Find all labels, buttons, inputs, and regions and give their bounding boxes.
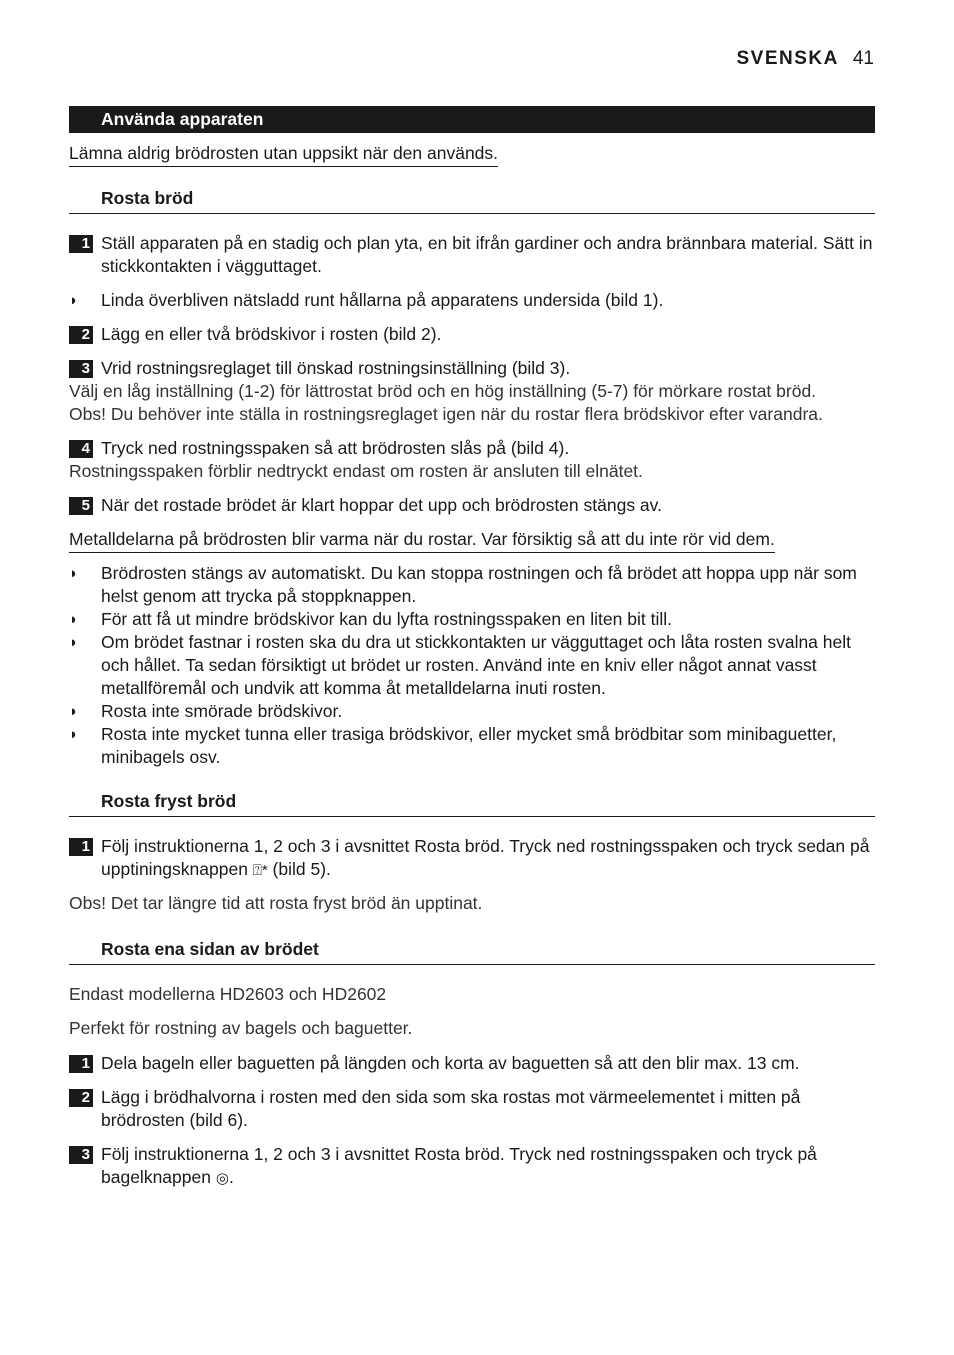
bagel-icon: ◎ bbox=[215, 1170, 229, 1187]
step-number: 3 bbox=[69, 1146, 93, 1164]
frozen-step-1: 1 Följ instruktionerna 1, 2 och 3 i avsnittet Rosta bröd. Tryck ned rostningsspaken och tryck sedan på upptiningsknappen ⍰* (bild 5). bbox=[69, 835, 875, 882]
bullet-icon: ◗ bbox=[69, 611, 79, 628]
toast-step-1: 1 Ställ apparaten på en stadig och plan yta, en bit ifrån gardiner och andra brännbara material. Sätt in stickkontakten i vägguttaget. bbox=[69, 232, 875, 278]
toast-step-4: 4 Tryck ned rostningsspaken så att brödrosten slås på (bild 4). Rostningsspaken förblir nedtryckt endast om rosten är ansluten till elnätet. bbox=[69, 437, 875, 483]
subheading-rosta-fryst-brod: Rosta fryst bröd bbox=[69, 790, 875, 817]
list-item: ◗ Om brödet fastnar i rosten ska du dra ut stickkontakten ur vägguttaget och låta rosten svalna helt och hållet. Ta sedan försiktigt ut brödet ur rosten. Använd inte en kniv eller något annat vasst metallföremål och undvik att komma åt metalldelarna inuti rosten. bbox=[69, 632, 851, 698]
page-number: 41 bbox=[852, 48, 874, 69]
step-number: 5 bbox=[69, 497, 93, 515]
step-4-note: Rostningsspaken förblir nedtryckt endast om rosten är ansluten till elnätet. bbox=[69, 461, 643, 481]
subheading-rosta-brod: Rosta bröd bbox=[69, 187, 875, 214]
toast-step-2: 2 Lägg en eller två brödskivor i rosten (bild 2). bbox=[69, 323, 875, 346]
bullet-icon: ◗ bbox=[69, 634, 79, 651]
bullet-icon: ◗ bbox=[69, 726, 79, 743]
toast-step-3: 3 Vrid rostningsreglaget till önskad rostningsinställning (bild 3). Välj en låg inställning (1-2) för lättrostat bröd och en hög inställning (5-7) för mörkare rostat bröd. Obs! Du behöver inte ställa in rostningsreglaget igen när du rostar flera brödskivor efter varandra. bbox=[69, 357, 875, 426]
oneside-step-1: 1 Dela bageln eller baguetten på längden och korta av baguetten så att den blir max. 13 cm. bbox=[69, 1052, 875, 1075]
step-number: 1 bbox=[69, 838, 93, 856]
section-title-bar: Använda apparaten bbox=[69, 106, 875, 133]
oneside-step-3: 3 Följ instruktionerna 1, 2 och 3 i avsnittet Rosta bröd. Tryck ned rostningsspaken och tryck på bagelknappen ◎. bbox=[69, 1143, 875, 1190]
list-item: ◗ Rosta inte smörade brödskivor. bbox=[69, 701, 343, 721]
list-item: ◗ För att få ut mindre brödskivor kan du lyfta rostningsspaken en liten bit till. bbox=[69, 609, 672, 629]
bullet-icon: ◗ bbox=[69, 565, 79, 582]
bullet-icon: ◗ bbox=[69, 292, 79, 309]
language-label: SVENSKA bbox=[736, 48, 839, 69]
toast-step-5: 5 När det rostade brödet är klart hoppar det upp och brödrosten stängs av. bbox=[69, 494, 875, 517]
step-number: 4 bbox=[69, 440, 93, 458]
step-3-note-2: Obs! Du behöver inte ställa in rostningsreglaget igen när du rostar flera brödskivor efter varandra. bbox=[69, 404, 823, 424]
oneside-step-2: 2 Lägg i brödhalvorna i rosten med den sida som ska rostas mot värmeelementet i mitten på brödrosten (bild 6). bbox=[69, 1086, 875, 1132]
list-item: ◗ Brödrosten stängs av automatiskt. Du kan stoppa rostningen och få brödet att hoppa upp när som helst genom att trycka på stoppknappen. bbox=[69, 563, 857, 606]
models-note: Endast modellerna HD2603 och HD2602 bbox=[69, 984, 387, 1004]
step-number: 1 bbox=[69, 235, 93, 253]
frozen-note: Obs! Det tar längre tid att rosta fryst bröd än upptinat. bbox=[69, 893, 483, 913]
subheading-rosta-ena-sidan: Rosta ena sidan av brödet bbox=[69, 938, 875, 965]
step-3-note-1: Välj en låg inställning (1-2) för lättrostat bröd och en hög inställning (5-7) för mörkare rostat bröd. bbox=[69, 381, 817, 401]
warning-hot-metal: Metalldelarna på brödrosten blir varma när du rostar. Var försiktig så att du inte rör vid dem. bbox=[69, 528, 875, 553]
step-number: 1 bbox=[69, 1055, 93, 1073]
bullet-icon: ◗ bbox=[69, 703, 79, 720]
step-number: 3 bbox=[69, 360, 93, 378]
warning-unattended: Lämna aldrig brödrosten utan uppsikt när den används. bbox=[69, 142, 875, 167]
oneside-intro: Perfekt för rostning av bagels och baguetter. bbox=[69, 1018, 413, 1038]
list-item: ◗ Rosta inte mycket tunna eller trasiga brödskivor, eller mycket små brödbitar som minibaguetter, minibagels osv. bbox=[69, 724, 837, 767]
manual-page bbox=[69, 0, 876, 1355]
step-number: 2 bbox=[69, 326, 93, 344]
toast-bullet-list bbox=[69, 562, 875, 769]
step-number: 2 bbox=[69, 1089, 93, 1107]
toast-bullet-cord: ◗ Linda överbliven nätsladd runt hållarna på apparatens undersida (bild 1). bbox=[69, 290, 664, 310]
defrost-icon: ⍰* bbox=[252, 862, 268, 879]
page-header bbox=[737, 48, 875, 74]
